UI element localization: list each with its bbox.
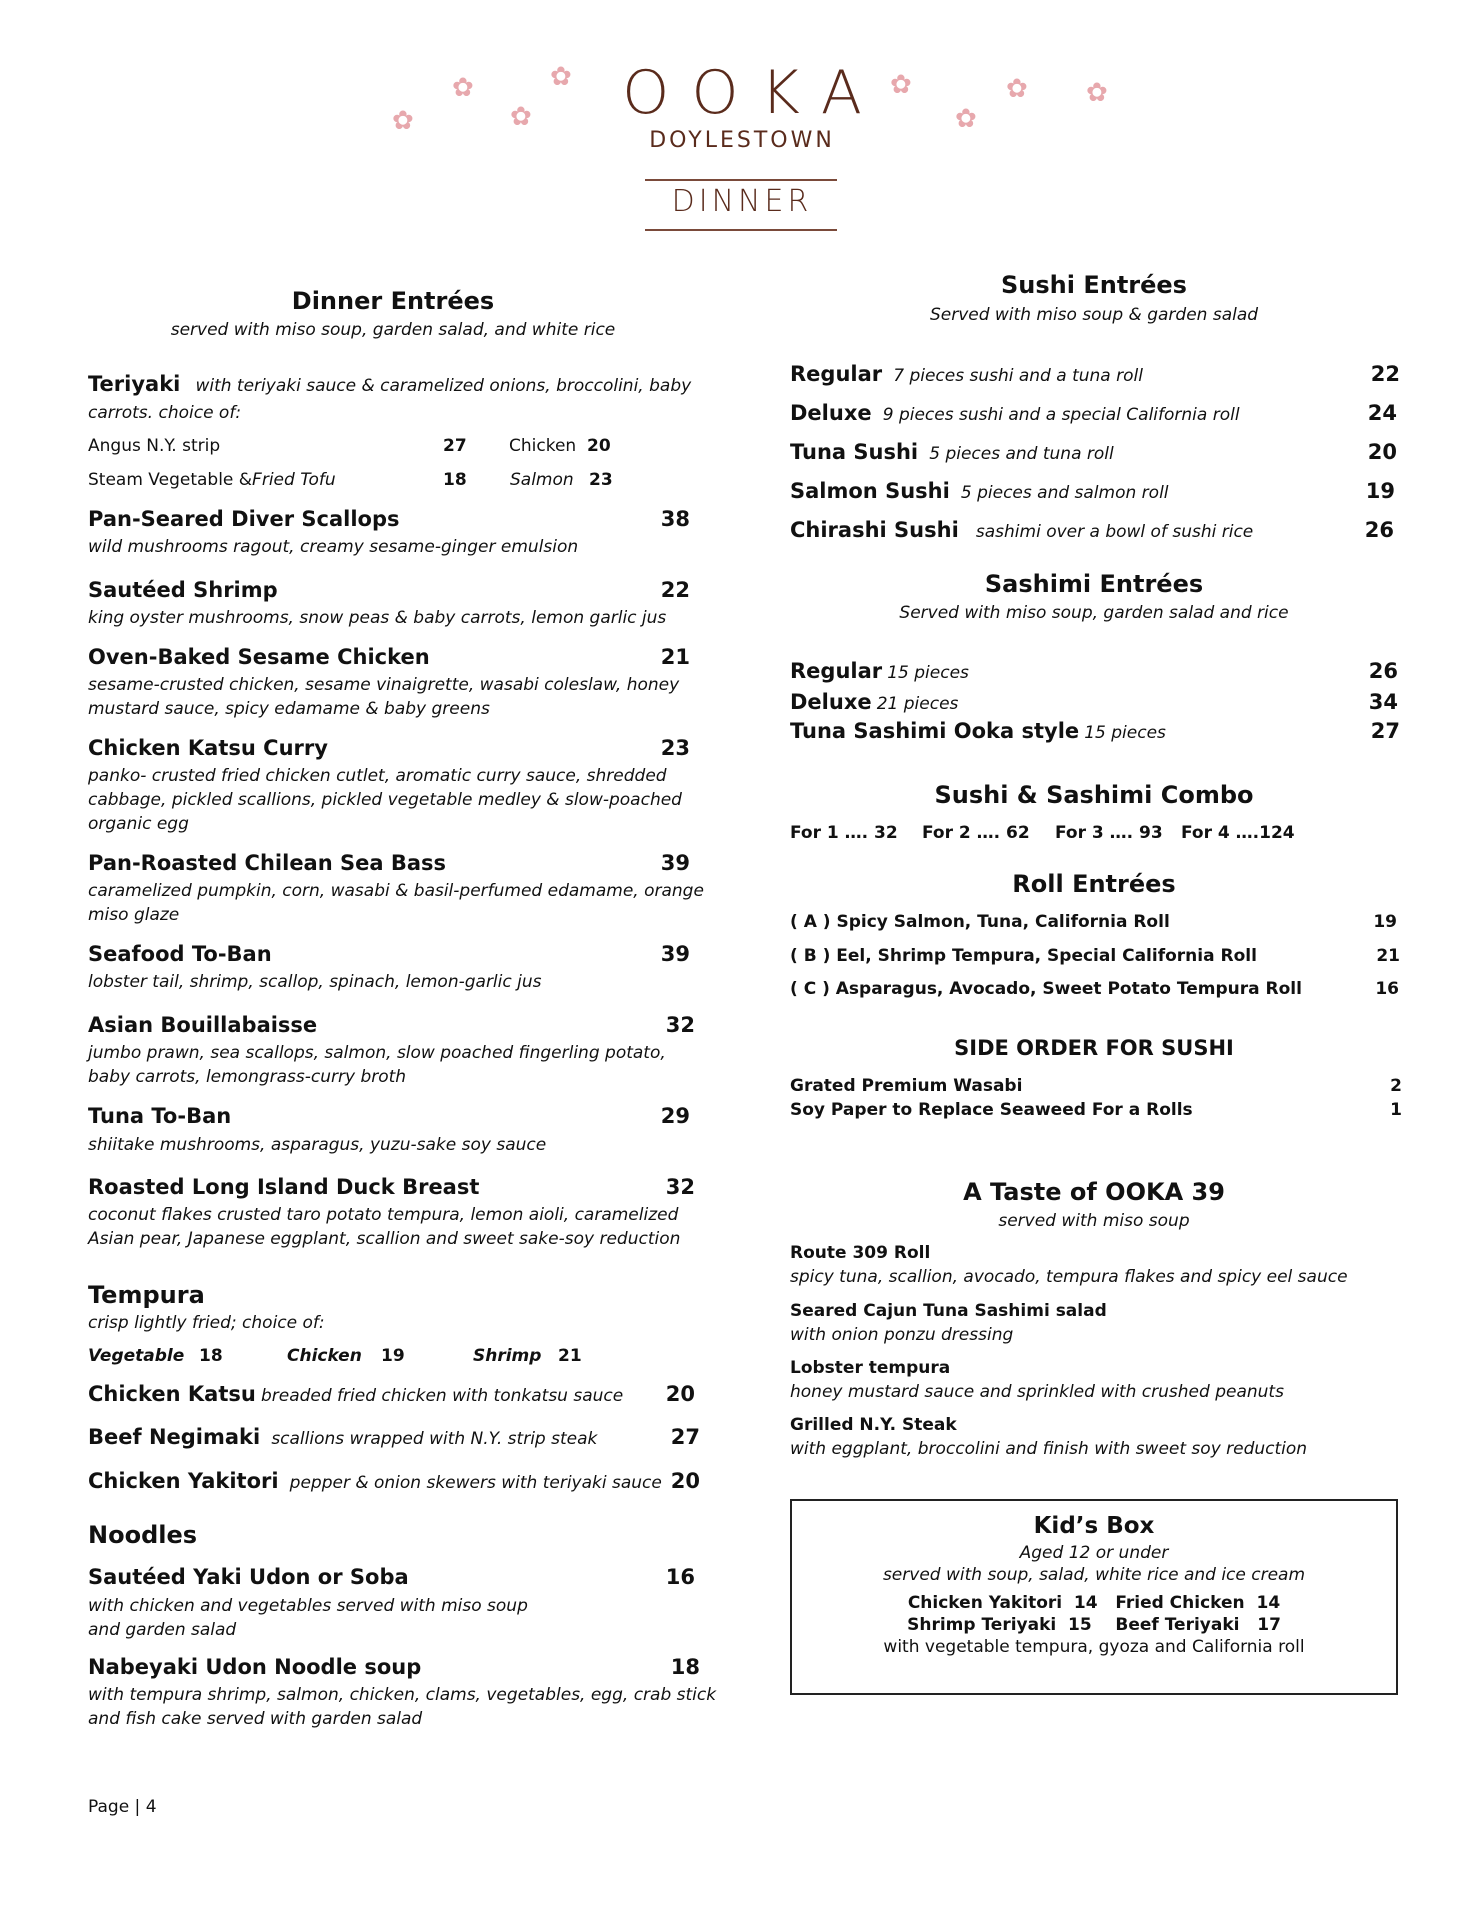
item-desc: baby carrots, lemongrass-curry broth — [88, 1067, 407, 1087]
option-price: 20 — [587, 436, 611, 456]
section-title-side-order: SIDE ORDER FOR SUSHI — [954, 1036, 1234, 1060]
section-title-sushi-entrees: Sushi Entrées — [1001, 271, 1187, 299]
blossom-icon: ✿ — [1086, 78, 1108, 108]
item-price: 22 — [660, 578, 690, 602]
sashimi-item — [790, 659, 969, 685]
side-item: Grated Premium Wasabi — [790, 1076, 1023, 1096]
section-subtitle: crisp lightly fried; choice of: — [88, 1313, 325, 1333]
roll-item: ( A ) Spicy Salmon, Tuna, California Roll — [790, 912, 1170, 932]
taste-item-desc: spicy tuna, scallion, avocado, tempura flakes and spicy eel sauce — [790, 1267, 1348, 1287]
taste-item-desc: with onion ponzu dressing — [790, 1325, 1014, 1345]
option-label: Chicken — [509, 436, 577, 456]
item-name: Sautéed Shrimp — [88, 578, 278, 602]
menu-item-beef-negimaki — [88, 1425, 597, 1451]
item-name: Oven-Baked Sesame Chicken — [88, 645, 430, 669]
item-price: 27 — [1370, 719, 1400, 743]
sashimi-item — [790, 690, 958, 716]
item-desc: 7 pieces sushi and a tuna roll — [893, 366, 1143, 386]
menu-item-chicken-katsu — [88, 1382, 623, 1408]
item-desc: with chicken and vegetables served with miso soup — [88, 1596, 528, 1616]
combo-option: For 4 ….124 — [1181, 823, 1295, 843]
item-price: 20 — [665, 1382, 695, 1406]
item-desc: sesame-crusted chicken, sesame vinaigrette, wasabi coleslaw, honey — [88, 675, 680, 695]
item-price: 27 — [670, 1425, 700, 1449]
divider — [645, 179, 837, 181]
item-desc: cabbage, pickled scallions, pickled vegetable medley & slow-poached — [88, 790, 682, 810]
option-label: Vegetable — [88, 1346, 185, 1366]
sushi-item — [790, 401, 1240, 427]
item-name: Teriyaki — [88, 372, 181, 396]
kids-box-line: Chicken Yakitori 14 Fried Chicken 14 — [907, 1593, 1281, 1613]
section-title-noodles: Noodles — [88, 1521, 198, 1549]
item-desc: panko- crusted fried chicken cutlet, aromatic curry sauce, shredded — [88, 766, 667, 786]
option-price: 27 — [443, 436, 467, 456]
item-price: 29 — [660, 1104, 690, 1128]
item-name: Deluxe — [790, 690, 872, 714]
sushi-item — [790, 479, 1169, 505]
restaurant-logo: OOKA — [622, 58, 884, 128]
kids-box-note: with vegetable tempura, gyoza and California roll — [883, 1637, 1305, 1657]
option-label-main: Steam Vegetable & — [88, 470, 253, 490]
section-subtitle: Served with miso soup, garden salad and rice — [899, 603, 1289, 623]
option-label: Chicken — [287, 1346, 362, 1366]
item-desc: 9 pieces sushi and a special California roll — [882, 405, 1240, 425]
page-number: Page | 4 — [88, 1797, 157, 1817]
item-price: 20 — [1367, 440, 1397, 464]
menu-title: DINNER — [671, 184, 813, 219]
blossom-icon: ✿ — [550, 62, 572, 92]
combo-option: For 1 …. 32 — [790, 823, 898, 843]
item-price: 39 — [660, 942, 690, 966]
item-price: 19 — [1373, 912, 1397, 932]
option-price: 18 — [199, 1346, 223, 1366]
item-price: 20 — [670, 1469, 700, 1493]
kids-box-served: served with soup, salad, white rice and ice cream — [882, 1565, 1306, 1585]
item-desc: wild mushrooms ragout, creamy sesame-ginger emulsion — [88, 537, 579, 557]
item-desc: breaded fried chicken with tonkatsu sauce — [260, 1386, 624, 1406]
item-desc: mustard sauce, spicy edamame & baby greens — [88, 699, 490, 719]
taste-item-name: Seared Cajun Tuna Sashimi salad — [790, 1301, 1107, 1321]
item-name: Tuna Sashimi Ooka style — [790, 719, 1080, 743]
option-price: 21 — [558, 1346, 582, 1366]
item-desc: and fish cake served with garden salad — [88, 1709, 423, 1729]
item-desc: caramelized pumpkin, corn, wasabi & basil-perfumed edamame, orange — [88, 881, 704, 901]
section-subtitle: Served with miso soup & garden salad — [929, 305, 1259, 325]
item-price: 34 — [1368, 690, 1398, 714]
item-name: Nabeyaki Udon Noodle soup — [88, 1655, 422, 1679]
combo-option: For 2 …. 62 — [922, 823, 1030, 843]
kids-box-line: Shrimp Teriyaki 15 Beef Teriyaki 17 — [907, 1615, 1281, 1635]
item-desc: organic egg — [88, 814, 189, 834]
item-desc: 21 pieces — [876, 694, 959, 714]
taste-item-name: Route 309 Roll — [790, 1243, 931, 1263]
item-price: 21 — [660, 645, 690, 669]
item-desc: and garden salad — [88, 1620, 237, 1640]
option-label: Shrimp — [473, 1346, 542, 1366]
option-price: 18 — [443, 470, 467, 490]
kids-box-age: Aged 12 or under — [1019, 1543, 1169, 1563]
item-desc: with tempura shrimp, salmon, chicken, clams, vegetables, egg, crab stick — [88, 1685, 717, 1705]
item-name: Regular — [790, 362, 883, 386]
item-desc: carrots. choice of: — [88, 403, 242, 423]
item-price: 22 — [1370, 362, 1400, 386]
item-price: 21 — [1376, 946, 1400, 966]
section-subtitle: served with miso soup, garden salad, and white rice — [170, 320, 616, 340]
option-price: 23 — [589, 470, 613, 490]
item-desc: 5 pieces and salmon roll — [960, 483, 1169, 503]
item-desc: with teriyaki sauce & caramelized onions, broccolini, baby — [195, 376, 692, 396]
item-desc: coconut flakes crusted taro potato tempura, lemon aioli, caramelized — [88, 1205, 679, 1225]
item-desc: pepper & onion skewers with teriyaki sauce — [289, 1473, 662, 1493]
option-label: Angus N.Y. strip — [88, 436, 221, 456]
section-subtitle: served with miso soup — [998, 1211, 1190, 1231]
item-name: Roasted Long Island Duck Breast — [88, 1175, 480, 1199]
item-desc: shiitake mushrooms, asparagus, yuzu-sake soy sauce — [88, 1135, 547, 1155]
roll-item: ( C ) Asparagus, Avocado, Sweet Potato Tempura Roll — [790, 979, 1302, 999]
item-desc: Asian pear, Japanese eggplant, scallion and sweet sake-soy reduction — [88, 1229, 681, 1249]
item-price: 1 — [1390, 1100, 1402, 1120]
section-title-dinner-entrees: Dinner Entrées — [291, 287, 495, 315]
item-price: 26 — [1364, 518, 1394, 542]
item-desc: king oyster mushrooms, snow peas & baby carrots, lemon garlic jus — [88, 608, 667, 628]
item-desc: 15 pieces — [1084, 723, 1166, 743]
item-desc: 5 pieces and tuna roll — [929, 444, 1114, 464]
item-name: Pan-Roasted Chilean Sea Bass — [88, 851, 447, 875]
item-price: 32 — [665, 1175, 695, 1199]
item-price: 18 — [670, 1655, 700, 1679]
item-price: 38 — [660, 507, 690, 531]
section-title-roll-entrees: Roll Entrées — [1012, 870, 1176, 898]
item-price: 26 — [1368, 659, 1398, 683]
item-price: 39 — [660, 851, 690, 875]
item-desc: jumbo prawn, sea scallops, salmon, slow poached fingerling potato, — [88, 1043, 666, 1063]
item-name: Chicken Yakitori — [88, 1469, 279, 1493]
taste-item-name: Lobster tempura — [790, 1358, 951, 1378]
option-price: 19 — [381, 1346, 405, 1366]
item-name: Salmon Sushi — [790, 479, 950, 503]
combo-option: For 3 …. 93 — [1055, 823, 1163, 843]
sushi-item — [790, 440, 1114, 466]
item-price: 23 — [660, 736, 690, 760]
blossom-icon: ✿ — [510, 102, 532, 132]
item-name: Regular — [790, 659, 883, 683]
option-label: Salmon — [510, 470, 574, 490]
item-name: Asian Bouillabaisse — [88, 1013, 318, 1037]
item-desc: 15 pieces — [887, 663, 969, 683]
sushi-item — [790, 518, 1253, 544]
item-price: 32 — [665, 1013, 695, 1037]
taste-item-name: Grilled N.Y. Steak — [790, 1415, 957, 1435]
sushi-item — [790, 362, 1143, 388]
blossom-icon: ✿ — [1006, 74, 1028, 104]
option-label — [88, 470, 336, 490]
item-desc: scallions wrapped with N.Y. strip steak — [271, 1429, 598, 1449]
blossom-icon: ✿ — [890, 70, 912, 100]
item-desc: lobster tail, shrimp, scallop, spinach, lemon-garlic jus — [88, 972, 542, 992]
item-name: Deluxe — [790, 401, 872, 425]
item-desc: sashimi over a bowl of sushi rice — [975, 522, 1254, 542]
kids-box — [790, 1499, 1398, 1695]
blossom-icon: ✿ — [955, 104, 977, 134]
item-name: Chicken Katsu Curry — [88, 736, 328, 760]
item-price: 16 — [665, 1565, 695, 1589]
blossom-icon: ✿ — [452, 73, 474, 103]
restaurant-location: DOYLESTOWN — [649, 128, 835, 153]
divider — [645, 229, 837, 231]
item-price: 16 — [1375, 979, 1399, 999]
section-title-sashimi-entrees: Sashimi Entrées — [984, 570, 1204, 598]
side-item: Soy Paper to Replace Seaweed For a Rolls — [790, 1100, 1193, 1120]
item-price: 19 — [1365, 479, 1395, 503]
item-desc: miso glaze — [88, 905, 180, 925]
item-name: Pan-Seared Diver Scallops — [88, 507, 400, 531]
item-name: Sautéed Yaki Udon or Soba — [88, 1565, 409, 1589]
taste-item-desc: with eggplant, broccolini and finish with sweet soy reduction — [790, 1439, 1308, 1459]
option-label-italic: Fried Tofu — [252, 470, 336, 490]
menu-item-teriyaki — [88, 372, 698, 398]
section-title-taste-of-ooka: A Taste of OOKA 39 — [963, 1178, 1225, 1206]
section-title-combo: Sushi & Sashimi Combo — [934, 781, 1254, 809]
item-price: 24 — [1367, 401, 1397, 425]
roll-item: ( B ) Eel, Shrimp Tempura, Special California Roll — [790, 946, 1257, 966]
menu-item-chicken-yakitori — [88, 1469, 662, 1495]
item-name: Seafood To-Ban — [88, 942, 272, 966]
sashimi-item — [790, 719, 1166, 745]
blossom-icon: ✿ — [392, 106, 414, 136]
section-title-tempura: Tempura — [88, 1281, 205, 1309]
item-name: Beef Negimaki — [88, 1425, 261, 1449]
item-name: Chirashi Sushi — [790, 518, 959, 542]
item-name: Tuna To-Ban — [88, 1104, 232, 1128]
item-name: Chicken Katsu — [88, 1382, 256, 1406]
item-price: 2 — [1390, 1076, 1402, 1096]
taste-item-desc: honey mustard sauce and sprinkled with crushed peanuts — [790, 1382, 1284, 1402]
kids-box-title: Kid’s Box — [1033, 1513, 1155, 1539]
item-name: Tuna Sushi — [790, 440, 919, 464]
